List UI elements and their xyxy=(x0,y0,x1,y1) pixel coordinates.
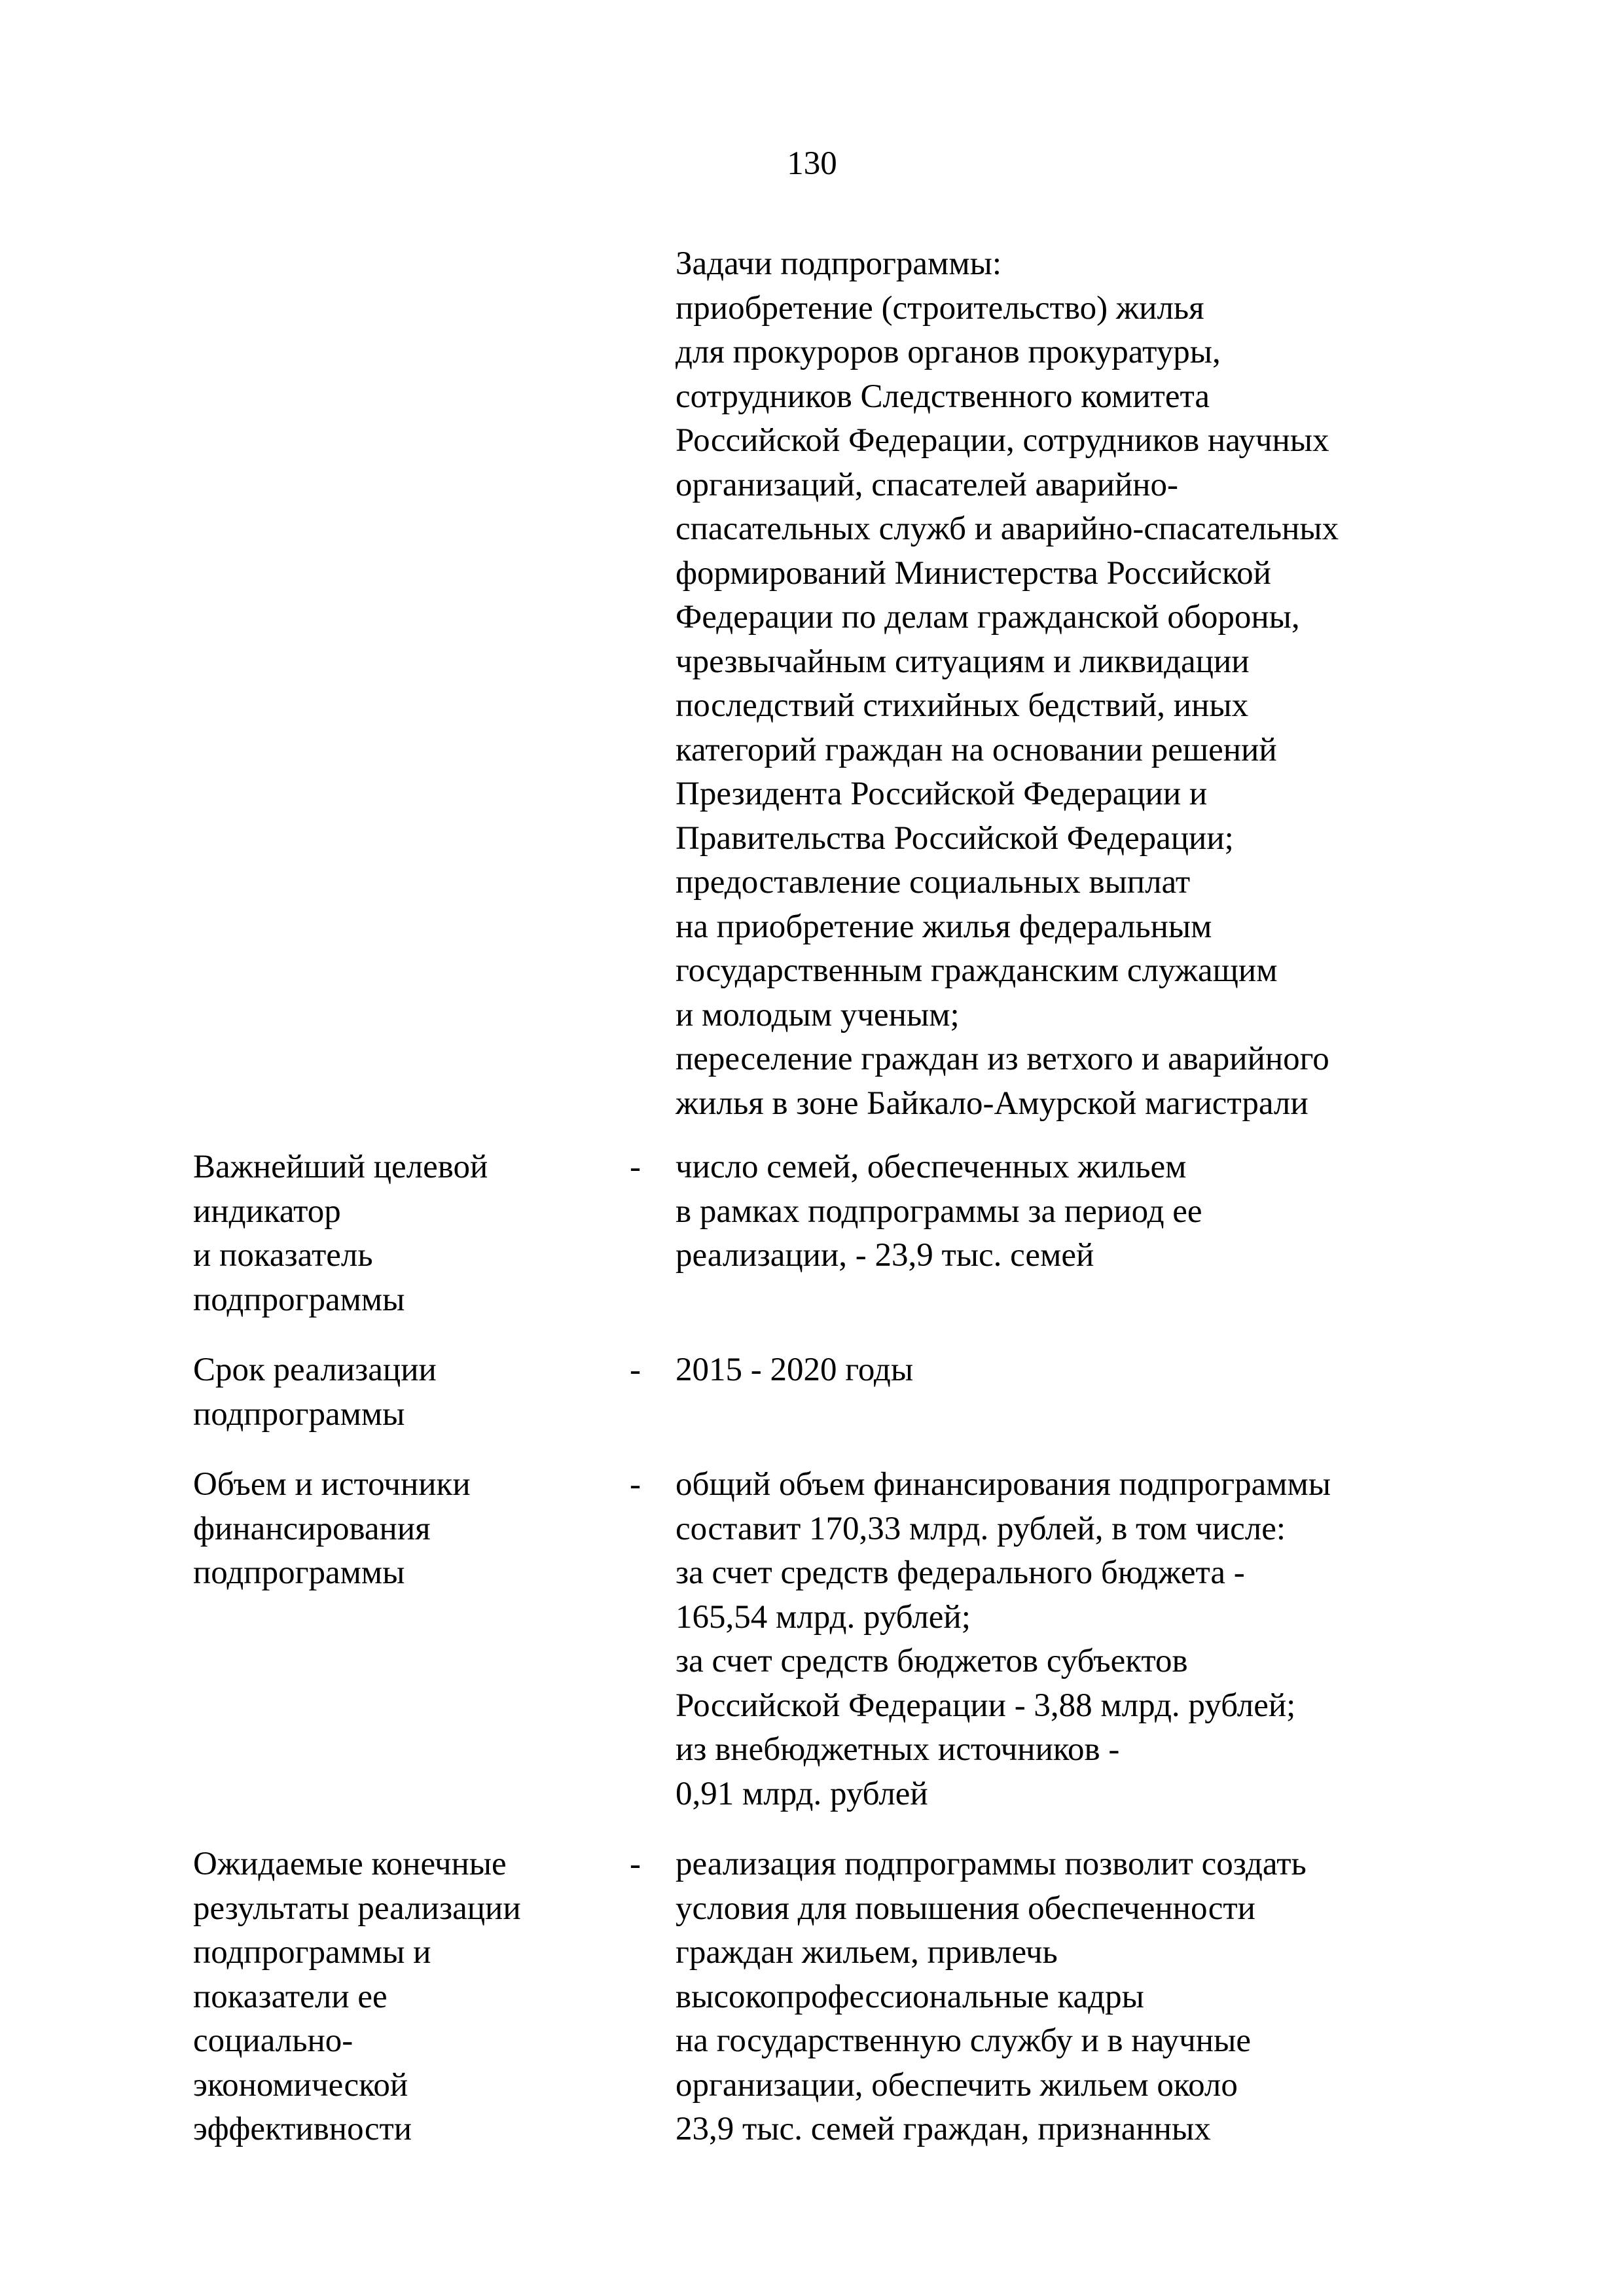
value-line: 2015 - 2020 годы xyxy=(676,1352,914,1388)
row-dash: - xyxy=(630,1352,641,1388)
value-line: условия для повышения обеспеченности xyxy=(676,1890,1255,1927)
tasks-line: предоставление социальных выплат xyxy=(676,864,1191,901)
tasks-line: и молодым ученым; xyxy=(676,996,960,1033)
label-line: Срок реализации xyxy=(193,1352,437,1388)
row-value xyxy=(676,1842,1307,2152)
row-dash: - xyxy=(630,1149,641,1185)
label-line: подпрограммы xyxy=(193,1554,405,1591)
value-line: число семей, обеспеченных жильем xyxy=(676,1149,1187,1185)
row-label xyxy=(193,1842,521,2152)
tasks-line: на приобретение жилья федеральным xyxy=(676,908,1212,945)
tasks-line: чрезвычайным ситуациям и ликвидации xyxy=(676,643,1250,680)
tasks-line: формирований Министерства Российской xyxy=(676,554,1271,592)
value-line: за счет средств федерального бюджета - xyxy=(676,1554,1245,1591)
tasks-line: спасательных служб и аварийно-спасательных xyxy=(676,511,1339,547)
value-line: 165,54 млрд. рублей; xyxy=(676,1598,971,1636)
label-line: финансирования xyxy=(193,1510,431,1547)
value-line: реализация подпрограммы позволит создать xyxy=(676,1846,1307,1882)
row-dash: - xyxy=(630,1466,641,1503)
value-line: за счет средств бюджетов субъектов xyxy=(676,1643,1188,1679)
tasks-line: Правительства Российской Федерации; xyxy=(676,819,1234,857)
tasks-line: Федерации по делам гражданской обороны, xyxy=(676,599,1300,636)
label-line: Важнейший целевой xyxy=(193,1149,488,1185)
tasks-line: последствий стихийных бедствий, иных xyxy=(676,687,1249,724)
tasks-line: приобретение (строительство) жилья xyxy=(676,289,1204,327)
tasks-line: организаций, спасателей аварийно- xyxy=(676,466,1179,503)
tasks-line: Задачи подпрограммы: xyxy=(676,245,1002,282)
row-label xyxy=(193,1463,471,1596)
subprogram-tasks xyxy=(676,242,1339,1126)
row-label xyxy=(193,1348,437,1437)
tasks-line: Президента Российской Федерации и xyxy=(676,776,1208,812)
label-line: Объем и источники xyxy=(193,1466,471,1503)
value-line: составит 170,33 млрд. рублей, в том числе: xyxy=(676,1510,1286,1547)
tasks-line: государственным гражданским служащим xyxy=(676,952,1278,989)
label-line: Ожидаемые конечные xyxy=(193,1846,507,1882)
label-line: подпрограммы и xyxy=(193,1934,431,1971)
tasks-line: жилья в зоне Байкало-Амурской магистрали xyxy=(676,1085,1308,1122)
row-value xyxy=(676,1348,913,1393)
tasks-line: категорий граждан на основании решений xyxy=(676,731,1277,768)
value-line: в рамках подпрограммы за период ее xyxy=(676,1193,1202,1230)
label-line: и показатель xyxy=(193,1237,373,1274)
label-line: подпрограммы xyxy=(193,1281,405,1318)
label-line: показатели ее xyxy=(193,1978,388,2015)
label-line: экономической xyxy=(193,2066,408,2104)
label-line: социально- xyxy=(193,2022,353,2059)
page-number: 130 xyxy=(787,145,837,182)
tasks-line: сотрудников Следственного комитета xyxy=(676,378,1210,415)
value-line: на государственную службу и в научные xyxy=(676,2022,1252,2059)
label-line: подпрограммы xyxy=(193,1395,405,1433)
row-value xyxy=(676,1145,1202,1278)
value-line: высокопрофессиональные кадры xyxy=(676,1978,1144,2015)
row-value xyxy=(676,1463,1331,1816)
label-line: эффективности xyxy=(193,2111,412,2147)
tasks-line: переселение граждан из ветхого и аварийного xyxy=(676,1041,1329,1077)
value-line: из внебюджетных источников - xyxy=(676,1731,1120,1768)
value-line: общий объем финансирования подпрограммы xyxy=(676,1466,1331,1503)
value-line: 0,91 млрд. рублей xyxy=(676,1775,928,1812)
value-line: 23,9 тыс. семей граждан, признанных xyxy=(676,2111,1211,2147)
row-label xyxy=(193,1145,488,1322)
value-line: организации, обеспечить жильем около xyxy=(676,2066,1238,2104)
value-line: Российской Федерации - 3,88 млрд. рублей; xyxy=(676,1687,1296,1724)
value-line: реализации, - 23,9 тыс. семей xyxy=(676,1237,1094,1274)
label-line: индикатор xyxy=(193,1193,341,1230)
tasks-line: Российской Федерации, сотрудников научных xyxy=(676,422,1329,459)
row-dash: - xyxy=(630,1846,641,1882)
value-line: граждан жильем, привлечь xyxy=(676,1934,1058,1971)
label-line: результаты реализации xyxy=(193,1890,521,1927)
tasks-line: для прокуроров органов прокуратуры, xyxy=(676,334,1221,370)
